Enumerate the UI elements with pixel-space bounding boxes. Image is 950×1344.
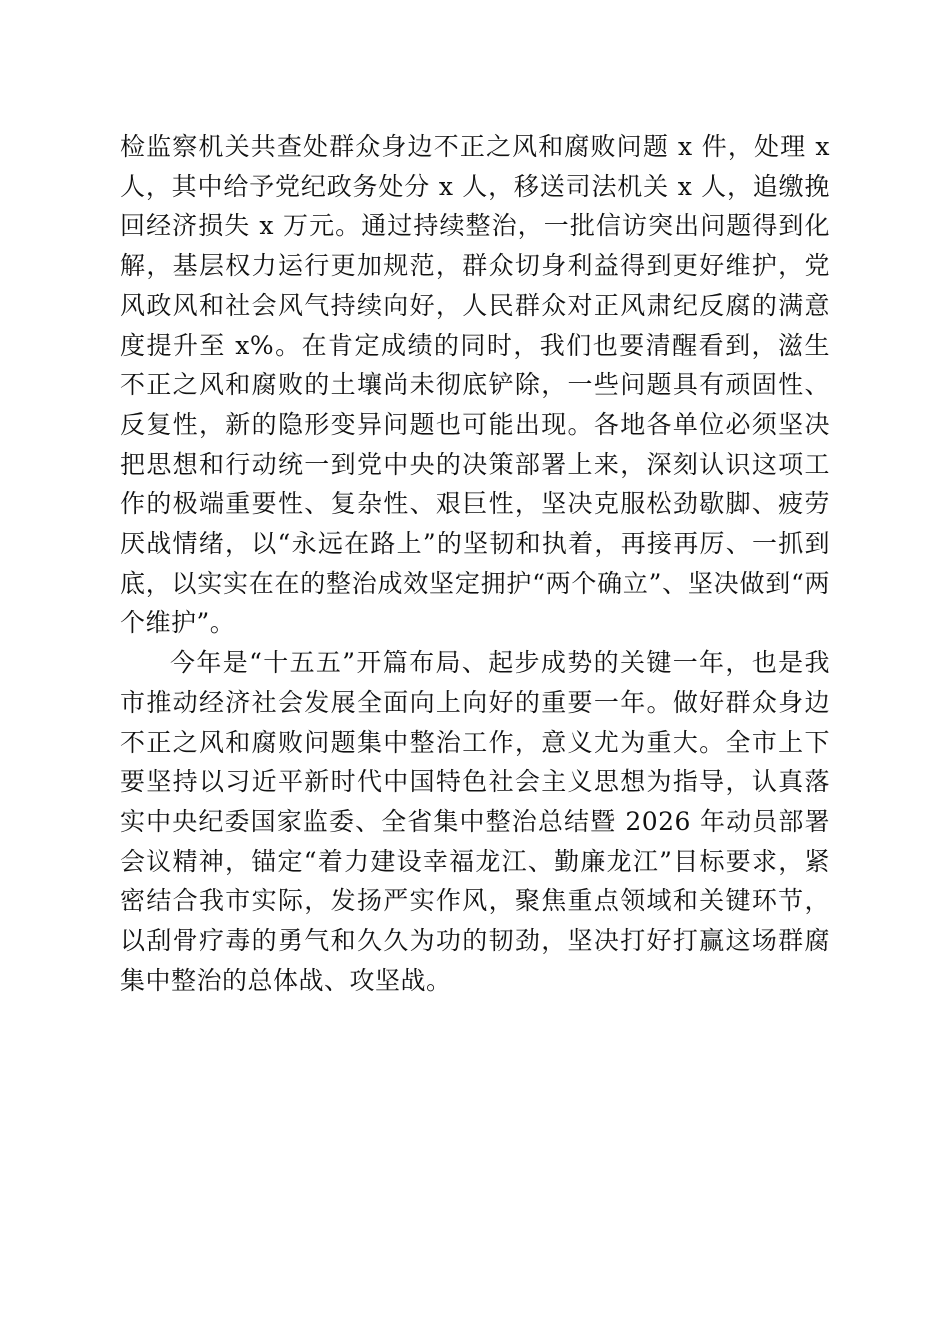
document-page <box>120 127 830 1000</box>
paragraph-continuation: 检监察机关共查处群众身边不正之风和腐败问题 x 件，处理 x 人，其中给予党纪政务处分 x 人，移送司法机关 x 人，追缴挽回经济损失 x 万元。通过持续整治，一批信访突出问题得到化解，基层权力运行更加规范，群众切身利益得到更好维护，党风政风和社会风气持续向好，人民群众对正风肃纪反腐的满意度提升至 x%。在肯定成绩的同时，我们也要清醒看到，滋生不正之风和腐败的土壤尚未彻底铲除，一些问题具有顽固性、反复性，新的隐形变异问题也可能出现。各地各单位必须坚决把思想和行动统一到党中央的决策部署上来，深刻认识这项工作的极端重要性、复杂性、艰巨性，坚决克服松劲歇脚、疲劳厌战情绪，以“永远在路上”的坚韧和执着，再接再厉、一抓到底，以实实在在的整治成效坚定拥护“两个确立”、坚决做到“两个维护”。 <box>120 132 830 638</box>
paragraph-current-year: 今年是“十五五”开篇布局、起步成势的关键一年，也是我市推动经济社会发展全面向上向好的重要一年。做好群众身边不正之风和腐败问题集中整治工作，意义尤为重大。全市上下要坚持以习近平新时代中国特色社会主义思想为指导，认真落实中央纪委国家监委、全省集中整治总结暨 2026 年动员部署会议精神，锚定“着力建设幸福龙江、勤廉龙江”目标要求，紧密结合我市实际，发扬严实作风，聚焦重点领域和关键环节，以刮骨疗毒的勇气和久久为功的韧劲，坚决打好打赢这场群腐集中整治的总体战、攻坚战。 <box>120 648 830 995</box>
